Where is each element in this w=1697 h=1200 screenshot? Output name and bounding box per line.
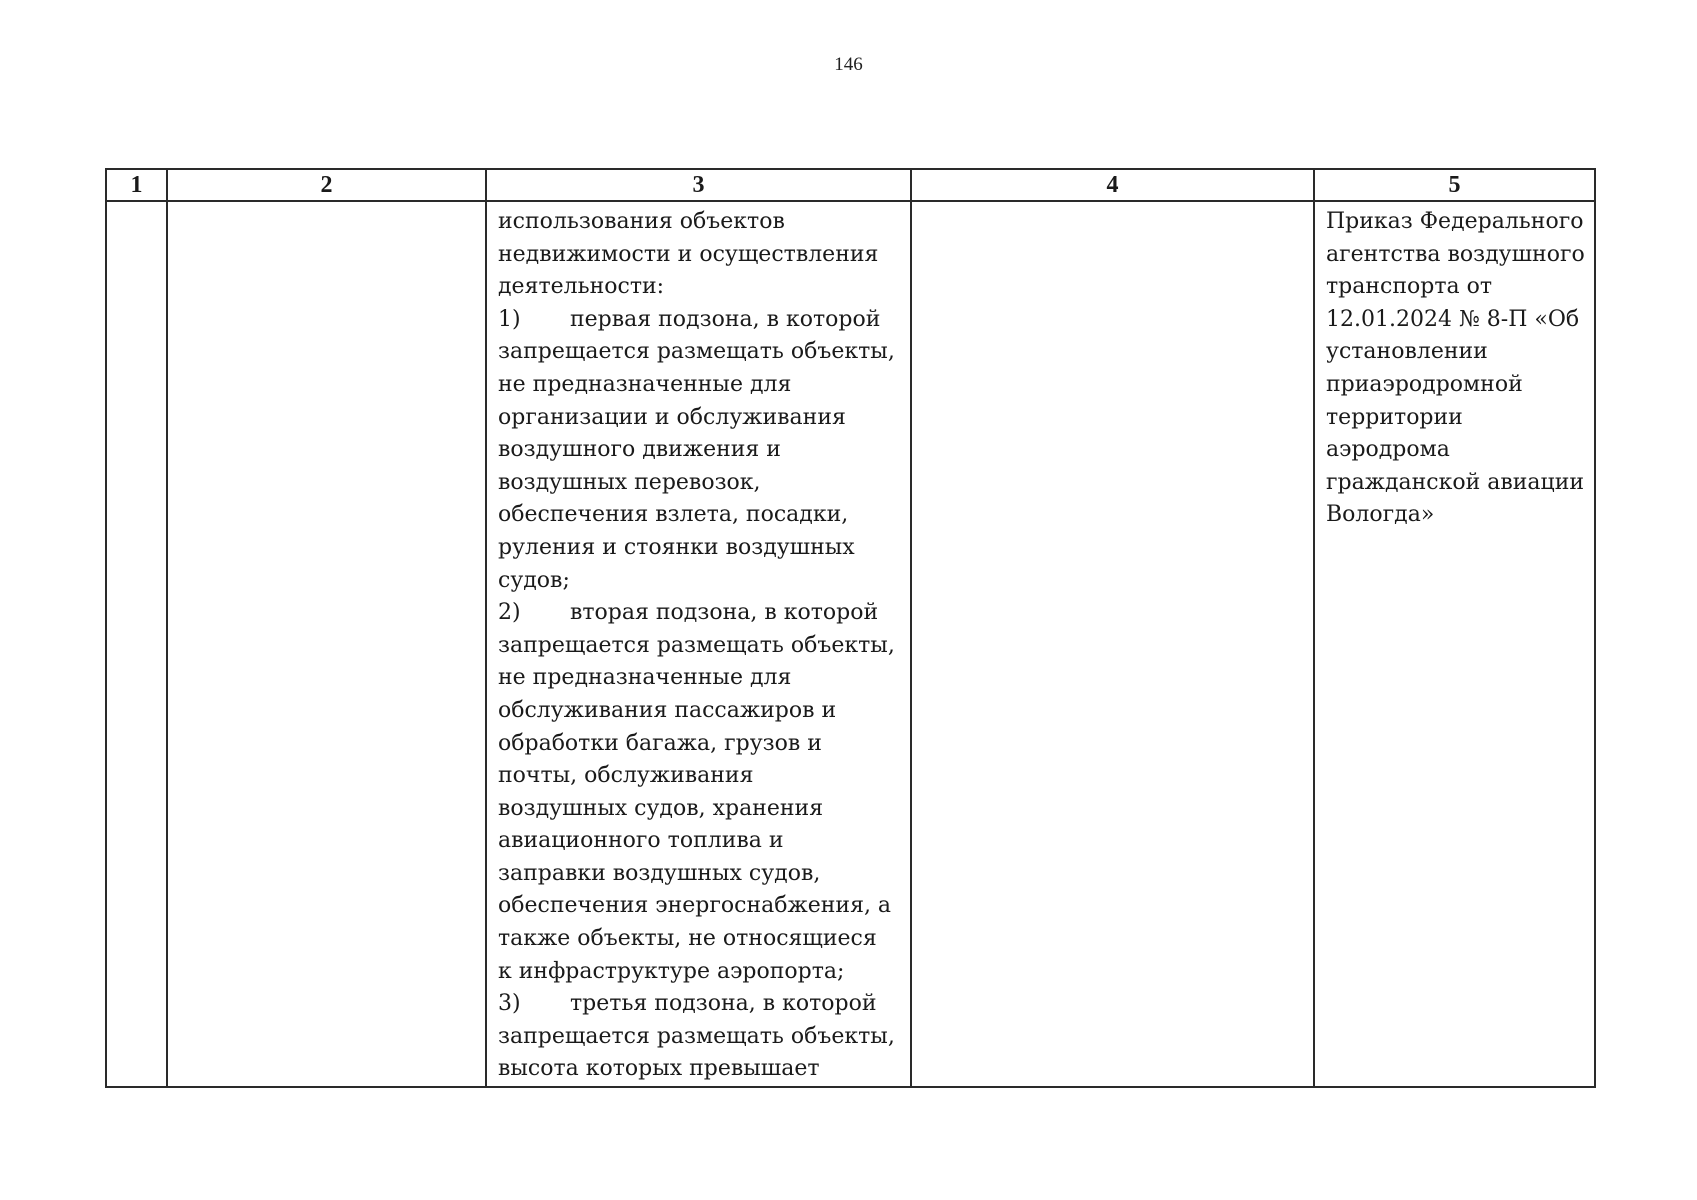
header-col-3: 3 — [486, 169, 911, 201]
text-line: обеспечения взлета, посадки, — [498, 502, 849, 528]
text-line: 12.01.2024 № 8-П «Об — [1326, 306, 1580, 332]
text-line: использования объектов — [498, 209, 785, 234]
text-line: воздушных судов, хранения — [498, 795, 824, 821]
text-line: территории — [1326, 404, 1463, 430]
text-line: высота которых превышает — [498, 1056, 820, 1082]
text-line: не предназначенные для — [498, 665, 792, 691]
text-line: заправки воздушных судов, — [498, 860, 821, 886]
text-line: Приказ Федерального — [1326, 209, 1584, 234]
text-line: организации и обслуживания — [498, 404, 846, 430]
col5-text — [1315, 202, 1594, 532]
cell-col-5 — [1314, 201, 1595, 1087]
text-line: воздушного движения и — [498, 437, 781, 463]
text-line: транспорта от — [1326, 274, 1493, 300]
text-line: судов; — [498, 567, 570, 593]
text-line: недвижимости и осуществления — [498, 241, 879, 267]
text-line: также объекты, не относящиеся — [498, 926, 877, 952]
text-line: запрещается размещать объекты, — [498, 339, 895, 365]
header-col-1: 1 — [106, 169, 167, 201]
text-line: почты, обслуживания — [498, 763, 754, 789]
list-item-number: 3) — [498, 991, 521, 1017]
table-row — [106, 201, 1595, 1087]
list-item — [498, 304, 902, 337]
text-line: обработки багажа, грузов и — [498, 730, 822, 756]
text-line: Вологда» — [1326, 502, 1435, 528]
text-line: агентства воздушного — [1326, 241, 1585, 267]
header-col-4: 4 — [911, 169, 1314, 201]
text-line: приаэродромной — [1326, 371, 1523, 397]
cell-col-1 — [106, 201, 167, 1087]
text-line: запрещается размещать объекты, — [498, 1023, 895, 1049]
text-line: не предназначенные для — [498, 371, 792, 397]
list-item-number: 2) — [498, 600, 521, 626]
cell-col-2 — [167, 201, 486, 1087]
cell-col-4 — [911, 201, 1314, 1087]
text-line: руления и стоянки воздушных — [498, 534, 855, 560]
list-item-first-line: третья подзона, в которой — [570, 991, 877, 1017]
text-line: запрещается размещать объекты, — [498, 632, 895, 658]
text-line: гражданской авиации — [1326, 469, 1585, 495]
list-item-first-line: вторая подзона, в которой — [570, 600, 879, 626]
col3-text — [487, 202, 910, 1086]
text-line: установлении — [1326, 339, 1488, 365]
table-header-row — [106, 169, 1595, 201]
text-line: обеспечения энергоснабжения, а — [498, 893, 892, 919]
header-col-2: 2 — [167, 169, 486, 201]
list-item-first-line: первая подзона, в которой — [570, 306, 881, 332]
list-item — [498, 597, 902, 630]
text-line: к инфраструктуре аэропорта; — [498, 958, 845, 984]
text-line: обслуживания пассажиров и — [498, 697, 837, 723]
document-table — [105, 168, 1596, 1088]
text-line: воздушных перевозок, — [498, 469, 761, 495]
list-item — [498, 988, 902, 1021]
page-number: 146 — [834, 54, 863, 75]
header-col-5: 5 — [1314, 169, 1595, 201]
text-line: деятельности: — [498, 274, 665, 300]
text-line: авиационного топлива и — [498, 828, 784, 854]
cell-col-3 — [486, 201, 911, 1087]
list-item-number: 1) — [498, 306, 521, 332]
text-line: аэродрома — [1326, 437, 1450, 463]
